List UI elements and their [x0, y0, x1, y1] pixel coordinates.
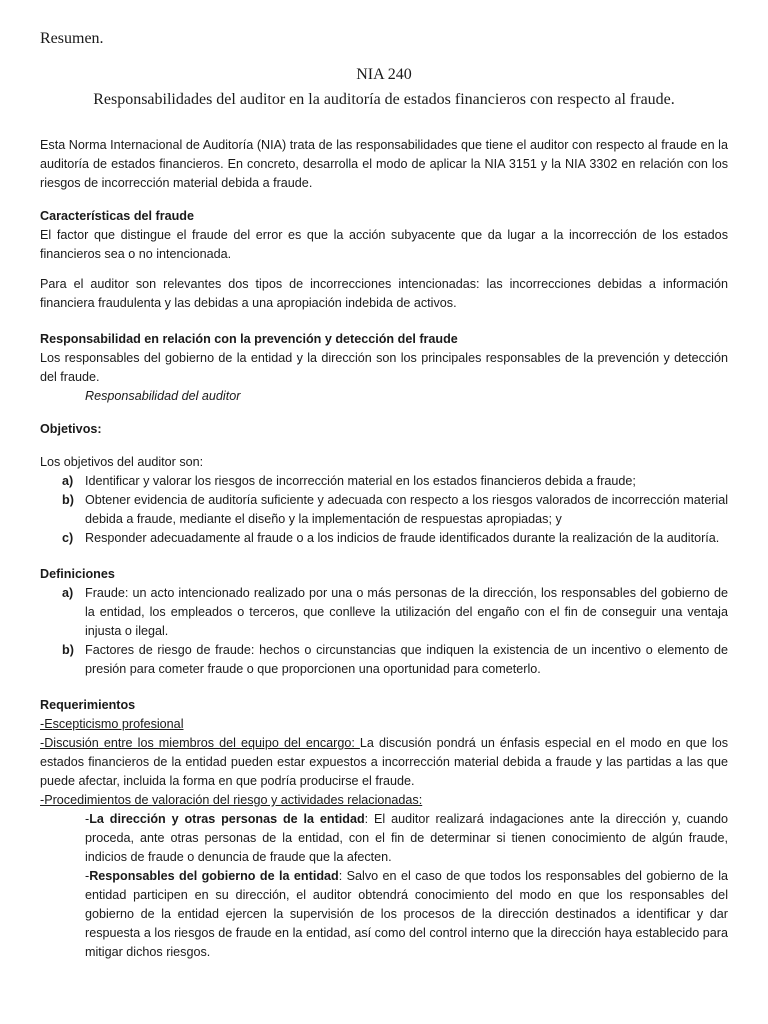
responsabilidad-paragraph: Los responsables del gobierno de la entidad y la dirección son los principales responsables de la prevención y detección del fraude.: [40, 351, 728, 384]
objetivos-heading: Objetivos:: [40, 422, 102, 436]
procedimientos-label: -Procedimientos de valoración del riesgo y actividades relacionadas:: [40, 793, 423, 807]
caracteristicas-heading: Características del fraude: [40, 209, 194, 223]
list-item-text: Responder adecuadamente al fraude o a los indicios de fraude identificados durante la realización de la auditoría.: [85, 531, 720, 545]
nia-number: NIA 240: [356, 66, 412, 83]
subitem-dash: -: [85, 812, 90, 826]
gobierno-text: : Salvo en el caso de que todos los responsables del gobierno de la entidad participen en su dirección, el auditor obtendrá conocimiento del modo en que los responsables del gobierno de la entidad ejercen la supervisión de los procesos de la dirección destinados a identificar y dar respuesta a los riesgos de fraude en la entidad, así como del control interno que la dirección haya establecido para mitigar dichos riesgos.: [85, 869, 728, 959]
caracteristicas-paragraph-2: Para el auditor son relevantes dos tipos de incorrecciones intencionadas: las incorrecciones debidas a información financiera fraudulenta y las debidas a una apropiación indebida de activos.: [40, 277, 728, 310]
list-item: [40, 641, 728, 679]
escepticismo-item: -Escepticismo profesional: [40, 717, 184, 731]
objetivos-lead: Los objetivos del auditor son:: [40, 455, 204, 469]
list-item-text: Fraude: un acto intencionado realizado por una o más personas de la dirección, los responsables del gobierno de la entidad, los empleados o terceros, que conlleve la utilización del engaño con el fin de conseguir una ventaja injusta o ilegal.: [85, 586, 728, 638]
gobierno-label: Responsables del gobierno de la entidad: [89, 869, 339, 883]
discusion-paragraph: [40, 734, 728, 791]
subitem-dash: -: [85, 869, 90, 883]
objetivos-list: [40, 472, 728, 548]
list-item: [40, 584, 728, 641]
direccion-subitem: [40, 810, 728, 867]
discusion-label: -Discusión entre los miembros del equipo del encargo:: [40, 736, 360, 750]
intro-paragraph: Esta Norma Internacional de Auditoría (NIA) trata de las responsabilidades que tiene el auditor con respecto al fraude en la auditoría de estados financieros. En concreto, desarrolla el modo de aplicar la NIA 3151 y la NIA 3302 en relación con los riesgos de incorrección material debida a fraude.: [40, 138, 728, 190]
caracteristicas-paragraph-1: El factor que distingue el fraude del error es que la acción subyacente que da lugar a la incorrección de los estados financieros sea o no intencionada.: [40, 228, 728, 261]
resumen-label: Resumen.: [40, 30, 104, 47]
list-item-text: Obtener evidencia de auditoría suficiente y adecuada con respecto a los riesgos valorados de incorrección material debida a fraude, mediante el diseño y la implementación de respuestas apropiadas; y: [85, 493, 728, 526]
list-item: [40, 529, 728, 548]
document-body: [40, 136, 728, 962]
list-item: [40, 472, 728, 491]
list-marker: c): [62, 531, 74, 545]
list-item-text: Factores de riesgo de fraude: hechos o circunstancias que indiquen la existencia de un incentivo o elemento de presión para cometer fraude o que proporcionen una oportunidad para cometerlo.: [85, 643, 728, 676]
list-marker: a): [62, 474, 74, 488]
discusion-text: La discusión pondrá un énfasis especial en el modo en que los estados financieros de la entidad pueden estar expuestos a incorrección material debida a fraude y las partidas a las que puede afectar, incluida la forma en que podría producirse el fraude.: [40, 736, 728, 788]
direccion-text: : El auditor realizará indagaciones ante la dirección y, cuando proceda, ante otras personas de la entidad, con el fin de determinar si tienen conocimiento de algún fraude, indicios de fraude o denuncia de fraude que la afecten.: [85, 812, 729, 864]
list-marker: b): [62, 643, 74, 657]
gobierno-subitem: [40, 867, 728, 962]
list-item-text: Identificar y valorar los riesgos de incorrección material en los estados financieros debida a fraude;: [85, 474, 636, 488]
direccion-label: La dirección y otras personas de la entidad: [89, 812, 365, 826]
responsabilidad-heading: Responsabilidad en relación con la prevención y detección del fraude: [40, 332, 458, 346]
responsabilidad-auditor-subheading: Responsabilidad del auditor: [85, 389, 241, 403]
list-marker: b): [62, 493, 74, 507]
list-item: [40, 491, 728, 529]
list-marker: a): [62, 586, 74, 600]
document-title: Responsabilidades del auditor en la auditoría de estados financieros con respecto al fraude.: [93, 91, 675, 108]
requerimientos-heading: Requerimientos: [40, 698, 136, 712]
definiciones-list: [40, 584, 728, 679]
definiciones-heading: Definiciones: [40, 567, 115, 581]
